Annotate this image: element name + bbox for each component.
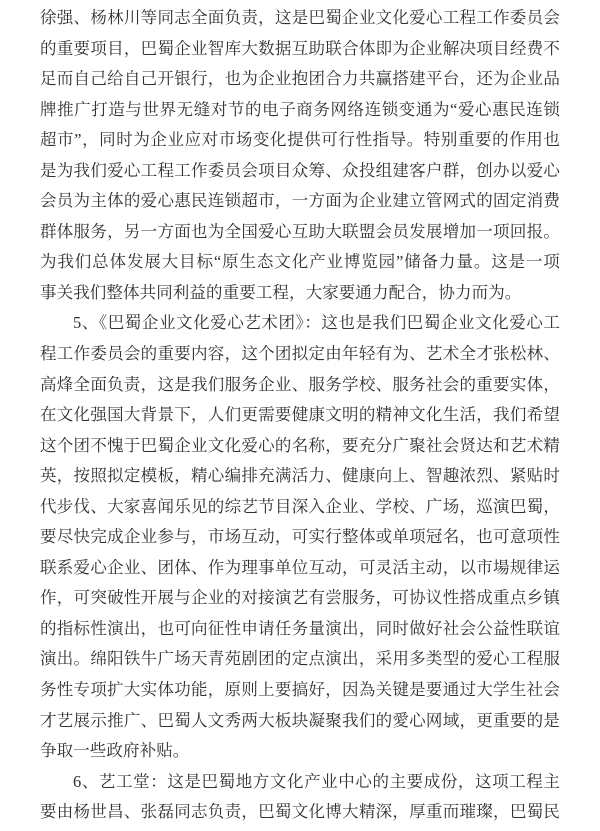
text-line: 才艺展示推广、巴蜀人文秀两大板块凝聚我们的愛心网域，更重要的是: [40, 710, 560, 730]
text-line: 徐强、杨林川等同志全面负责，这是巴蜀企业文化爱心工程工作委员会: [40, 8, 560, 27]
text-line: 程工作委员会的重要内容，这个团拟定由年轻有为、艺术全才张松林、: [40, 344, 560, 364]
text-line: 的重要项目，巴蜀企业智库大数据互助联合体即为企业解决项目经费不: [40, 38, 560, 58]
text-line: 的指标性演出，也可向征性申请任务量演出，同时做好社会公益性联谊: [40, 618, 560, 638]
text-line: 高烽全面负责，这是我们服务企业、服务学校、服务社会的重要实体，: [40, 374, 560, 394]
text-line: 代步伐、大家喜闻乐见的综艺节目深入企业、学校、广场，巡演巴蜀，: [40, 496, 560, 516]
text-line: 联系爱心企业、团体、作为理事单位互动，可灵活主动，以市場规律运: [40, 557, 560, 577]
text-line: 作，可突破性开展与企业的对接演艺有尝服务，可协议性搭成重点乡镇: [40, 588, 560, 608]
text-line: 要尽快完成企业参与，市场互动，可实行整体或单项冠名，也可意项性: [40, 527, 560, 547]
text-line: 5、《巴蜀企业文化爱心艺术团》：这也是我们巴蜀企业文化爱心工: [73, 313, 560, 333]
text-line: 演出。绵阳铁牛广场天青苑剧团的定点演出，采用多类型的爱心工程服: [40, 649, 560, 669]
text-line: 会员为主体的爱心惠民连锁超市，一方面为企业建立管网式的固定消费: [40, 191, 560, 211]
text-line: 足而自己给自己开银行，也为企业抱团合力共赢搭建平台，还为企业品: [40, 69, 560, 89]
text-line: 务性专项扩大实体功能，原则上要搞好，因為关键是要通过大学生社会: [40, 680, 560, 700]
text-line: 争取一些政府补贴。: [40, 741, 190, 761]
text-line: 英，按照拟定模板，精心编排充满活力、健康向上、智趣浓烈、紧贴时: [40, 466, 560, 486]
text-line: 这个团不愧于巴蜀企业文化爱心的名称，要充分广聚社会贤达和艺术精: [40, 435, 560, 455]
text-line: 是为我们爱心工程工作委员会项目众筹、众投组建客户群，创办以爱心: [40, 160, 560, 180]
text-line: 在文化强国大背景下，人们更需要健康文明的精神文化生活，我们希望: [40, 405, 560, 425]
text-line: 超市”，同时为企业应对市场变化提供可行性指导。特别重要的作用也: [40, 130, 560, 150]
text-line: 要由杨世昌、张磊同志负责，巴蜀文化博大精深，厚重而璀璨，巴蜀民: [40, 802, 560, 822]
text-line: 为我们总体发展大目标“原生态文化产业博览园”储备力量。这是一项: [40, 252, 560, 272]
text-line: 群体服务，另一方面也为全国爱心互助大联盟会员发展增加一项回报。: [40, 221, 560, 241]
text-line: 牌推广打造与世界无缝对节的电子商务网络连锁变通为“爱心惠民连锁: [40, 99, 560, 119]
text-line: 事关我们整体共同利益的重要工程，大家要通力配合，协力而为。: [40, 282, 522, 302]
text-line: 6、艺工堂：这是巴蜀地方文化产业中心的主要成份，这项工程主: [73, 771, 560, 791]
